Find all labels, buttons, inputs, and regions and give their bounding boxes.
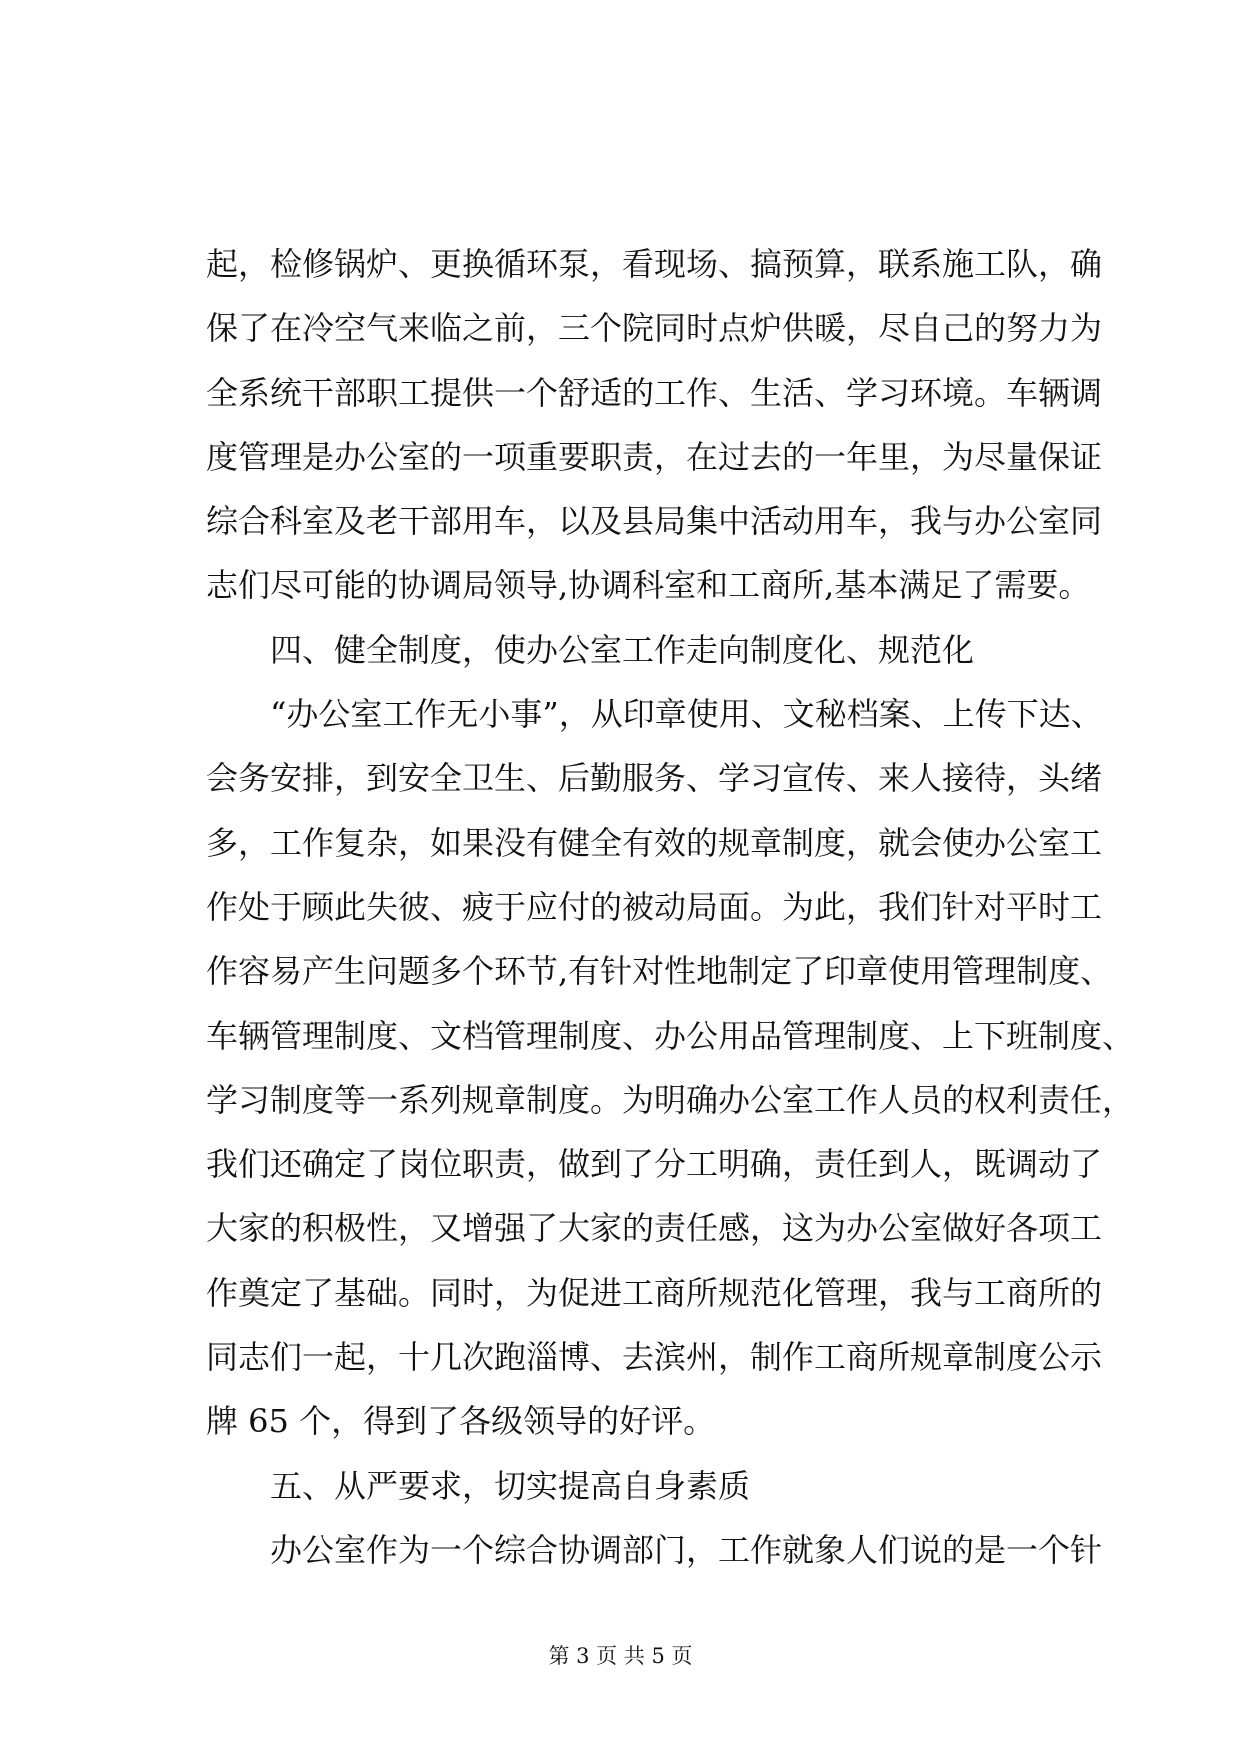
text-line: 作处于顾此失彼、疲于应付的被动局面。为此，我们针对平时工 [206, 887, 1103, 926]
text-line: 全系统干部职工提供一个舒适的工作、生活、学习环境。车辆调 [206, 373, 1103, 412]
text-line: 起，检修锅炉、更换循环泵，看现场、搞预算，联系施工队，确 [206, 245, 1103, 283]
text-line: 我们还确定了岗位职责，做到了分工明确，责任到人，既调动了 [206, 1145, 1103, 1184]
text-line: 保了在冷空气来临之前，三个院同时点炉供暖，尽自己的努力为 [206, 309, 1103, 348]
text-line: 度管理是办公室的一项重要职责，在过去的一年里，为尽量保证 [206, 437, 1103, 476]
text-line: 牌 65 个，得到了各级领导的好评。 [206, 1402, 716, 1441]
text-line: 作奠定了基础。同时，为促进工商所规范化管理，我与工商所的 [206, 1273, 1103, 1312]
section-heading-5: 五、从严要求，切实提高自身素质 [270, 1466, 751, 1505]
text-line: 综合科室及老干部用车，以及县局集中活动用车，我与办公室同 [206, 502, 1103, 541]
document-body [206, 232, 1135, 1582]
text-line: 会务安排，到安全卫生、后勤服务、学习宣传、来人接待，头绪 [206, 759, 1103, 798]
text-line: 多，工作复杂，如果没有健全有效的规章制度，就会使办公室工 [206, 823, 1103, 862]
text-line: 车辆管理制度、文档管理制度、办公用品管理制度、上下班制度、 [206, 1016, 1135, 1055]
text-line: 志们尽可能的协调局领导,协调科室和工商所,基本满足了需要。 [206, 566, 1091, 605]
text-line: “办公室工作无小事”，从印章使用、文秘档案、上传下达、 [270, 695, 1103, 734]
section-heading-4: 四、健全制度，使办公室工作走向制度化、规范化 [270, 630, 975, 669]
text-line: 办公室作为一个综合协调部门，工作就象人们说的是一个针 [270, 1530, 1103, 1569]
text-line: 学习制度等一系列规章制度。为明确办公室工作人员的权利责任， [206, 1080, 1135, 1119]
text-line: 作容易产生问题多个环节,有针对性地制定了印章使用管理制度、 [206, 952, 1113, 991]
text-line: 大家的积极性，又增强了大家的责任感，这为办公室做好各项工 [206, 1209, 1103, 1248]
page-number-footer: 第 3 页 共 5 页 [548, 1644, 693, 1668]
text-line: 同志们一起，十几次跑淄博、去滨州，制作工商所规章制度公示 [206, 1338, 1103, 1377]
